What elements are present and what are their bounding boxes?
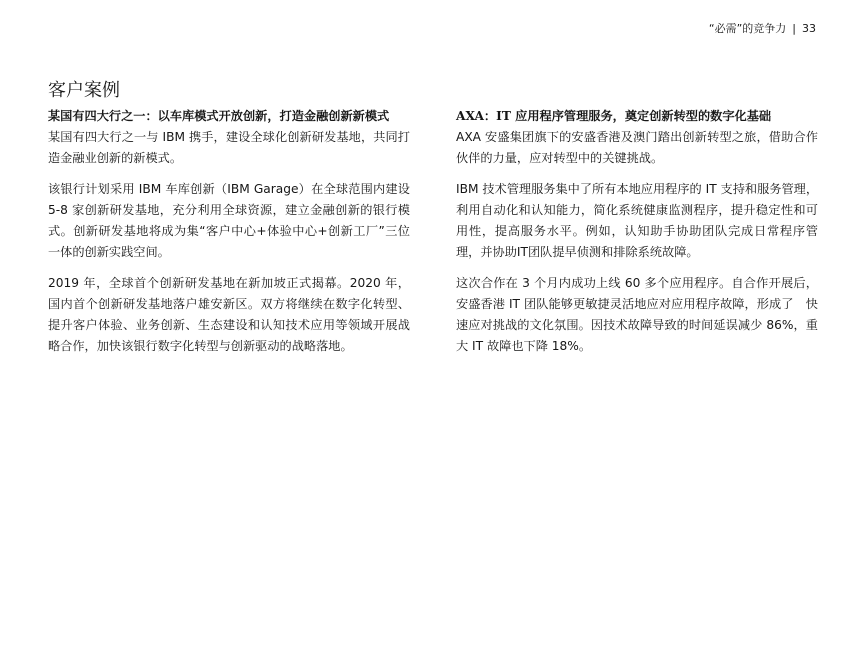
- left-paragraph-1: 某国有四大行之一与 IBM 携手，建设全球化创新研发基地，共同打造金融业创新的新模式。: [48, 130, 410, 165]
- page-number: 33: [802, 22, 816, 35]
- right-column: [456, 106, 818, 367]
- left-column: [48, 106, 410, 367]
- left-paragraph-2: 该银行计划采用 IBM 车库创新（IBM Garage）在全球范围内建设 5-8 家创新研发基地，充分利用全球资源，建立金融创新的银行模式。创新研发基地将成为集“客户中心+体验中心+创新工厂”三位一体的创新实践空间。: [48, 182, 410, 259]
- right-paragraph-3: 这次合作在 3 个月内成功上线 60 多个应用程序。自合作开展后，安盛香港 IT 团队能够更敏捷灵活地应对应用程序故障，形成了 快速应对挑战的文化氛围。因技术故障导致的时间延误减少 86%，重大 IT 故障也下降 18%。: [456, 276, 818, 353]
- right-case-heading: AXA：IT 应用程序管理服务，奠定创新转型的数字化基础: [456, 109, 772, 123]
- section-title: 客户案例: [48, 80, 120, 101]
- left-case-heading: 某国有四大行之一：以车库模式开放创新，打造金融创新新模式: [48, 109, 390, 123]
- right-paragraph-1: AXA 安盛集团旗下的安盛香港及澳门踏出创新转型之旅，借助合作伙伴的力量，应对转型中的关键挑战。: [456, 130, 818, 165]
- left-paragraph-3: 2019 年，全球首个创新研发基地在新加坡正式揭幕。2020 年，国内首个创新研发基地落户雄安新区。双方将继续在数字化转型、提升客户体验、业务创新、生态建设和认知技术应用等领域开展战略合作，加快该银行数字化转型与创新驱动的战略落地。: [48, 276, 410, 353]
- header-separator: |: [792, 22, 796, 35]
- page-header: [709, 20, 816, 36]
- right-paragraph-2: IBM 技术管理服务集中了所有本地应用程序的 IT 支持和服务管理，利用自动化和认知能力，简化系统健康监测程序，提升稳定性和可用性，提高服务水平。例如，认知助手协助团队完成日常程序管理，并协助IT团队提早侦测和排除系统故障。: [456, 182, 819, 259]
- running-title: “必需”的竞争力: [708, 22, 787, 35]
